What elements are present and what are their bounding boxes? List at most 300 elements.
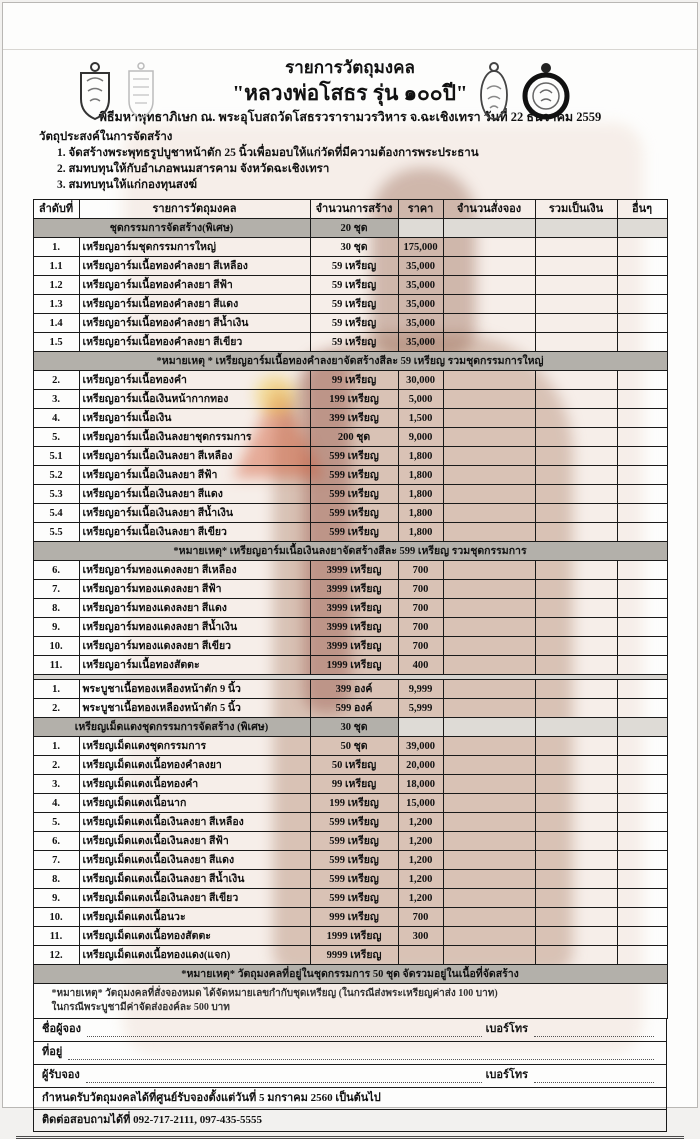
item-qty-cell: 599 เหรียญ [310, 447, 398, 466]
arm-medal-icon [123, 61, 159, 121]
col-header-total: รวมเป็นเงิน [535, 200, 617, 219]
total-amount-cell[interactable] [535, 276, 617, 295]
item-no-cell: 5.2 [33, 466, 79, 485]
item-name-cell: เหรียญเม็ดแตงเนื้อทองแดง(แจก) [79, 946, 310, 965]
total-amount-cell[interactable] [535, 618, 617, 637]
table-row-item [33, 314, 667, 333]
item-name-cell: เหรียญเม็ดแตงเนื้อนวะ [79, 908, 310, 927]
other-cell[interactable] [617, 618, 667, 637]
ceremony-line: พิธีมหาพุทธาภิเษก ณ. พระอุโบสถวัดโสธรวรารามวรวิหาร จ.ฉะเชิงเทรา วันที่ 22 ธันวาคม 2559 [98, 110, 602, 124]
table-row-section [33, 219, 667, 238]
order-qty-cell[interactable] [443, 775, 535, 794]
item-price-cell: 30,000 [398, 371, 443, 390]
item-no-cell: 12. [33, 946, 79, 965]
other-cell[interactable] [617, 314, 667, 333]
item-price-cell: 700 [398, 618, 443, 637]
table-row-item [33, 238, 667, 257]
col-header-index: ลำดับที่ [33, 200, 79, 219]
total-amount-cell[interactable] [535, 409, 617, 428]
item-qty-cell: 199 เหรียญ [310, 794, 398, 813]
item-no-cell: 10. [33, 637, 79, 656]
order-qty-cell[interactable] [443, 314, 535, 333]
order-qty-cell[interactable] [443, 946, 535, 965]
item-name-cell: เหรียญเม็ดแตงเนื้อเงินลงยา สีน้ำเงิน [79, 870, 310, 889]
oval-medal-icon [475, 61, 513, 123]
item-qty-cell: 59 เหรียญ [310, 257, 398, 276]
item-qty-cell: 599 เหรียญ [310, 466, 398, 485]
item-no-cell: 1. [33, 238, 79, 257]
item-price-cell: 1,200 [398, 870, 443, 889]
item-price-cell: 9,000 [398, 428, 443, 447]
item-price-cell: 35,000 [398, 333, 443, 352]
address-row [33, 1042, 667, 1065]
order-qty-cell[interactable] [443, 390, 535, 409]
address-label: ที่อยู่ [42, 1046, 63, 1058]
left-medal-logos [75, 61, 159, 123]
other-cell[interactable] [617, 371, 667, 390]
total-amount-cell[interactable] [535, 832, 617, 851]
order-qty-cell[interactable] [443, 371, 535, 390]
table-row-item [33, 618, 667, 637]
item-price-cell [398, 946, 443, 965]
other-cell[interactable] [617, 699, 667, 718]
item-price-cell: 1,200 [398, 851, 443, 870]
item-qty-cell: 50 เหรียญ [310, 756, 398, 775]
item-no-cell: 8. [33, 870, 79, 889]
col-header-order-qty: จำนวนสั่งจอง [443, 200, 535, 219]
order-qty-cell[interactable] [443, 699, 535, 718]
item-no-cell: 5. [33, 813, 79, 832]
section-empty-cell [398, 219, 443, 238]
item-no-cell: 7. [33, 580, 79, 599]
order-qty-cell[interactable] [443, 832, 535, 851]
order-qty-cell[interactable] [443, 504, 535, 523]
total-amount-cell[interactable] [535, 428, 617, 447]
order-qty-cell[interactable] [443, 851, 535, 870]
item-qty-cell: 59 เหรียญ [310, 276, 398, 295]
item-no-cell: 6. [33, 561, 79, 580]
table-row-item [33, 756, 667, 775]
other-cell[interactable] [617, 775, 667, 794]
item-qty-cell: 399 องค์ [310, 680, 398, 699]
receiver-phone-fill-line[interactable] [534, 1070, 654, 1083]
item-name-cell: เหรียญอาร์มทองแดงลงยา สีเหลือง [79, 561, 310, 580]
section-empty-cell [617, 718, 667, 737]
objective-item: 2. สมทบทุนให้กับอำเภอพนมสารคาม จังหวัดฉะเชิงเทรา [57, 163, 330, 175]
order-qty-cell[interactable] [443, 580, 535, 599]
item-qty-cell: 1999 เหรียญ [310, 927, 398, 946]
total-amount-cell[interactable] [535, 295, 617, 314]
table-row-note [33, 542, 667, 561]
other-cell[interactable] [617, 656, 667, 675]
phone-label: เบอร์โทร [485, 1069, 528, 1081]
scanned-order-form-page [2, 2, 698, 1126]
item-name-cell: เหรียญเม็ดแตงเนื้อทองคำ [79, 775, 310, 794]
item-price-cell: 1,800 [398, 447, 443, 466]
item-price-cell: 300 [398, 927, 443, 946]
total-amount-cell[interactable] [535, 756, 617, 775]
total-amount-cell[interactable] [535, 680, 617, 699]
item-no-cell: 2. [33, 699, 79, 718]
other-cell[interactable] [617, 466, 667, 485]
col-header-other: อื่นๆ [617, 200, 667, 219]
item-no-cell: 1. [33, 737, 79, 756]
note-band-cell: *หมายเหตุ* เหรียญอาร์มเนื้อเงินลงยาจัดสร้างสีละ 599 เหรียญ รวมชุดกรรมการ [33, 542, 667, 561]
col-header-quantity: จำนวนการสร้าง [310, 200, 398, 219]
item-name-cell: เหรียญอาร์มเนื้อทองคำลงยา สีเขียว [79, 333, 310, 352]
order-qty-cell[interactable] [443, 680, 535, 699]
orderer-label: ชื่อผู้จอง [42, 1023, 81, 1035]
objectives-block [39, 129, 697, 193]
order-qty-cell[interactable] [443, 238, 535, 257]
item-name-cell: เหรียญอาร์มเนื้อทองคำลงยา สีแดง [79, 295, 310, 314]
item-no-cell: 3. [33, 390, 79, 409]
item-qty-cell: 3999 เหรียญ [310, 599, 398, 618]
other-cell[interactable] [617, 295, 667, 314]
table-row-item [33, 946, 667, 965]
item-price-cell: 400 [398, 656, 443, 675]
section-empty-cell [535, 219, 617, 238]
table-row-item [33, 699, 667, 718]
item-no-cell: 1.5 [33, 333, 79, 352]
section-empty-cell [443, 718, 535, 737]
orderer-fill-line[interactable] [87, 1024, 482, 1037]
item-qty-cell: 599 เหรียญ [310, 485, 398, 504]
total-amount-cell[interactable] [535, 485, 617, 504]
col-header-item: รายการวัตถุมงคล [79, 200, 310, 219]
other-cell[interactable] [617, 485, 667, 504]
other-cell[interactable] [617, 813, 667, 832]
other-cell[interactable] [617, 756, 667, 775]
total-amount-cell[interactable] [535, 504, 617, 523]
other-cell[interactable] [617, 238, 667, 257]
shipping-note-cell: *หมายเหตุ* วัตถุมงคลที่สั่งจองหมด ได้จัดหมายเลขกำกับชุดเหรียญ (ในกรณีส่งพระเหรียญค่าส่ง 100 บาท) ในกรณีพระบูชามีค่าจัดส่งองค์ละ 500 บาท [33, 984, 667, 1019]
note-band-cell: *หมายเหตุ * เหรียญอาร์มเนื้อทองคำลงยาจัดสร้างสีละ 59 เหรียญ รวมชุดกรรมการใหญ่ [33, 352, 667, 371]
item-qty-cell: 3999 เหรียญ [310, 618, 398, 637]
other-cell[interactable] [617, 428, 667, 447]
other-cell[interactable] [617, 927, 667, 946]
order-qty-cell[interactable] [443, 618, 535, 637]
total-amount-cell[interactable] [535, 908, 617, 927]
col-header-price: ราคา [398, 200, 443, 219]
item-no-cell: 9. [33, 889, 79, 908]
item-qty-cell: 59 เหรียญ [310, 295, 398, 314]
pickup-info-row: กำหนดรับวัตถุมงคลได้ที่ศูนย์รับจองตั้งแต่วันที่ 5 มกราคม 2560 เป็นต้นไป [33, 1088, 667, 1110]
total-amount-cell[interactable] [535, 238, 617, 257]
item-name-cell: เหรียญอาร์มทองแดงลงยา สีฟ้า [79, 580, 310, 599]
receiver-fill-line[interactable] [86, 1070, 482, 1083]
order-qty-cell[interactable] [443, 447, 535, 466]
item-price-cell: 700 [398, 908, 443, 927]
total-amount-cell[interactable] [535, 889, 617, 908]
right-medal-logos [475, 61, 571, 123]
total-amount-cell[interactable] [535, 637, 617, 656]
total-amount-cell[interactable] [535, 257, 617, 276]
item-price-cell: 175,000 [398, 238, 443, 257]
total-amount-cell[interactable] [535, 946, 617, 965]
item-no-cell: 1. [33, 680, 79, 699]
table-row-note [33, 352, 667, 371]
item-qty-cell: 599 เหรียญ [310, 851, 398, 870]
total-amount-cell[interactable] [535, 656, 617, 675]
item-price-cell: 5,999 [398, 699, 443, 718]
other-cell[interactable] [617, 409, 667, 428]
item-name-cell: เหรียญอาร์มเนื้อทองคำ [79, 371, 310, 390]
order-qty-cell[interactable] [443, 409, 535, 428]
table-row-item [33, 390, 667, 409]
order-qty-cell[interactable] [443, 466, 535, 485]
table-row-item [33, 870, 667, 889]
item-name-cell: เหรียญอาร์มเนื้อทองคำลงยา สีฟ้า [79, 276, 310, 295]
order-qty-cell[interactable] [443, 908, 535, 927]
item-qty-cell: 3999 เหรียญ [310, 580, 398, 599]
item-no-cell: 2. [33, 371, 79, 390]
order-qty-cell[interactable] [443, 889, 535, 908]
item-name-cell: เหรียญอาร์มเนื้อเงินลงยา สีน้ำเงิน [79, 504, 310, 523]
item-no-cell: 9. [33, 618, 79, 637]
item-no-cell: 1.4 [33, 314, 79, 333]
item-price-cell: 20,000 [398, 756, 443, 775]
other-cell[interactable] [617, 908, 667, 927]
item-qty-cell: 9999 เหรียญ [310, 946, 398, 965]
item-price-cell: 1,200 [398, 832, 443, 851]
item-qty-cell: 3999 เหรียญ [310, 561, 398, 580]
objectives-title: วัตถุประสงค์ในการจัดสร้าง [39, 131, 173, 143]
total-amount-cell[interactable] [535, 371, 617, 390]
other-cell[interactable] [617, 637, 667, 656]
item-no-cell: 1.2 [33, 276, 79, 295]
other-cell[interactable] [617, 946, 667, 965]
item-name-cell: เหรียญอาร์มเนื้อเงินลงยา สีเขียว [79, 523, 310, 542]
other-cell[interactable] [617, 333, 667, 352]
item-name-cell: เหรียญเม็ดแตงเนื้อเงินลงยา สีฟ้า [79, 832, 310, 851]
item-name-cell: เหรียญอาร์มทองแดงลงยา สีน้ำเงิน [79, 618, 310, 637]
section-label-cell: ชุดกรรมการจัดสร้าง(พิเศษ) [33, 219, 310, 238]
item-no-cell: 4. [33, 794, 79, 813]
order-qty-cell[interactable] [443, 257, 535, 276]
phone-label: เบอร์โทร [485, 1023, 528, 1035]
total-amount-cell[interactable] [535, 927, 617, 946]
item-qty-cell: 99 เหรียญ [310, 371, 398, 390]
other-cell[interactable] [617, 680, 667, 699]
table-row-item [33, 485, 667, 504]
page-title: รายการวัตถุมงคล [285, 58, 415, 77]
order-qty-cell[interactable] [443, 276, 535, 295]
table-row-item [33, 927, 667, 946]
total-amount-cell[interactable] [535, 580, 617, 599]
table-row-item [33, 371, 667, 390]
item-price-cell: 1,800 [398, 504, 443, 523]
other-cell[interactable] [617, 599, 667, 618]
item-price-cell: 700 [398, 561, 443, 580]
other-cell[interactable] [617, 737, 667, 756]
table-row-item [33, 276, 667, 295]
total-amount-cell[interactable] [535, 390, 617, 409]
item-name-cell: เหรียญอาร์มเนื้อเงิน [79, 409, 310, 428]
item-name-cell: เหรียญเม็ดแตงเนื้อเงินลงยา สีแดง [79, 851, 310, 870]
other-cell[interactable] [617, 580, 667, 599]
item-no-cell: 10. [33, 908, 79, 927]
item-name-cell: เหรียญเม็ดแตงเนื้อนาก [79, 794, 310, 813]
item-no-cell: 5.4 [33, 504, 79, 523]
other-cell[interactable] [617, 276, 667, 295]
item-no-cell: 2. [33, 756, 79, 775]
item-price-cell: 18,000 [398, 775, 443, 794]
table-row-item [33, 813, 667, 832]
item-no-cell: 6. [33, 832, 79, 851]
table-row-item [33, 832, 667, 851]
table-row-item [33, 851, 667, 870]
item-price-cell: 1,800 [398, 523, 443, 542]
item-qty-cell: 99 เหรียญ [310, 775, 398, 794]
order-qty-cell[interactable] [443, 737, 535, 756]
other-cell[interactable] [617, 561, 667, 580]
order-qty-cell[interactable] [443, 295, 535, 314]
item-qty-cell: 599 องค์ [310, 699, 398, 718]
total-amount-cell[interactable] [535, 813, 617, 832]
table-row-item [33, 889, 667, 908]
total-amount-cell[interactable] [535, 794, 617, 813]
order-qty-cell[interactable] [443, 428, 535, 447]
item-name-cell: เหรียญเม็ดแตงชุดกรรมการ [79, 737, 310, 756]
other-cell[interactable] [617, 832, 667, 851]
round-medal-icon [521, 61, 571, 123]
item-name-cell: พระบูชาเนื้อทองเหลืองหน้าตัก 5 นิ้ว [79, 699, 310, 718]
total-amount-cell[interactable] [535, 333, 617, 352]
table-row-item [33, 257, 667, 276]
order-qty-cell[interactable] [443, 870, 535, 889]
other-cell[interactable] [617, 851, 667, 870]
item-no-cell: 5. [33, 428, 79, 447]
item-qty-cell: 599 เหรียญ [310, 870, 398, 889]
item-qty-cell: 599 เหรียญ [310, 523, 398, 542]
section-label-cell: เหรียญเม็ดแตงชุดกรรมการจัดสร้าง (พิเศษ) [33, 718, 310, 737]
item-name-cell: เหรียญอาร์มเนื้อเงินหน้ากากทอง [79, 390, 310, 409]
other-cell[interactable] [617, 870, 667, 889]
table-row-item [33, 295, 667, 314]
item-no-cell: 5.3 [33, 485, 79, 504]
item-price-cell: 35,000 [398, 276, 443, 295]
item-price-cell: 9,999 [398, 680, 443, 699]
order-qty-cell[interactable] [443, 333, 535, 352]
address-fill-line[interactable] [68, 1047, 654, 1060]
item-price-cell: 15,000 [398, 794, 443, 813]
order-qty-cell[interactable] [443, 523, 535, 542]
orderer-phone-fill-line[interactable] [534, 1024, 654, 1037]
item-no-cell: 5.1 [33, 447, 79, 466]
order-qty-cell[interactable] [443, 656, 535, 675]
section-empty-cell [398, 718, 443, 737]
other-cell[interactable] [617, 390, 667, 409]
table-row-item [33, 656, 667, 675]
total-amount-cell[interactable] [535, 561, 617, 580]
item-name-cell: เหรียญอาร์มเนื้อเงินลงยา สีเหลือง [79, 447, 310, 466]
item-no-cell: 5.5 [33, 523, 79, 542]
total-amount-cell[interactable] [535, 775, 617, 794]
item-price-cell: 35,000 [398, 295, 443, 314]
item-price-cell: 39,000 [398, 737, 443, 756]
item-price-cell: 700 [398, 599, 443, 618]
order-qty-cell[interactable] [443, 561, 535, 580]
total-amount-cell[interactable] [535, 466, 617, 485]
item-no-cell: 8. [33, 599, 79, 618]
item-name-cell: เหรียญอาร์มเนื้อทองคำลงยา สีน้ำเงิน [79, 314, 310, 333]
table-row-item [33, 794, 667, 813]
item-no-cell: 11. [33, 656, 79, 675]
total-amount-cell[interactable] [535, 314, 617, 333]
item-no-cell: 11. [33, 927, 79, 946]
total-amount-cell[interactable] [535, 851, 617, 870]
other-cell[interactable] [617, 504, 667, 523]
order-qty-cell[interactable] [443, 637, 535, 656]
item-name-cell: เหรียญอาร์มเนื้อทองสัตตะ [79, 656, 310, 675]
item-price-cell: 5,000 [398, 390, 443, 409]
item-qty-cell: 599 เหรียญ [310, 504, 398, 523]
item-qty-cell: 59 เหรียญ [310, 314, 398, 333]
total-amount-cell[interactable] [535, 599, 617, 618]
order-qty-cell[interactable] [443, 756, 535, 775]
item-name-cell: เหรียญอาร์มเนื้อเงินลงยาชุดกรรมการ [79, 428, 310, 447]
order-qty-cell[interactable] [443, 813, 535, 832]
section-empty-cell [443, 219, 535, 238]
table-header-row [33, 200, 667, 219]
objective-item: 1. จัดสร้างพระพุทธรูปบูชาหน้าตัก 25 นิ้วเพื่อมอบให้แก่วัดที่มีความต้องการพระประธาน [57, 147, 479, 159]
item-qty-cell: 200 ชุด [310, 428, 398, 447]
order-qty-cell[interactable] [443, 794, 535, 813]
item-price-cell: 1,500 [398, 409, 443, 428]
table-row-item [33, 580, 667, 599]
shield-medal-icon [75, 61, 115, 123]
item-name-cell: เหรียญเม็ดแตงเนื้อเงินลงยา สีเขียว [79, 889, 310, 908]
item-qty-cell: 1999 เหรียญ [310, 656, 398, 675]
other-cell[interactable] [617, 794, 667, 813]
section-qty-cell: 20 ชุด [310, 219, 398, 238]
item-price-cell: 1,800 [398, 485, 443, 504]
table-row-item [33, 504, 667, 523]
objective-item: 3. สมทบทุนให้แก่กองทุนสงฆ์ [57, 179, 198, 191]
total-amount-cell[interactable] [535, 870, 617, 889]
other-cell[interactable] [617, 447, 667, 466]
amulet-order-table [33, 199, 668, 1019]
order-qty-cell[interactable] [443, 485, 535, 504]
order-qty-cell[interactable] [443, 599, 535, 618]
total-amount-cell[interactable] [535, 523, 617, 542]
order-qty-cell[interactable] [443, 927, 535, 946]
total-amount-cell[interactable] [535, 737, 617, 756]
orderer-row [33, 1019, 667, 1042]
item-no-cell: 1.1 [33, 257, 79, 276]
order-form-footer [33, 1019, 667, 1132]
table-row-item [33, 775, 667, 794]
item-name-cell: เหรียญเม็ดแตงเนื้อทองสัตตะ [79, 927, 310, 946]
other-cell[interactable] [617, 257, 667, 276]
total-amount-cell[interactable] [535, 447, 617, 466]
edition-title: "หลวงพ่อโสธร รุ่น ๑๐๐ปี" [232, 81, 468, 105]
table-row-item [33, 680, 667, 699]
item-name-cell: เหรียญเม็ดแตงเนื้อเงินลงยา สีเหลือง [79, 813, 310, 832]
other-cell[interactable] [617, 889, 667, 908]
table-row-note [33, 965, 667, 984]
item-price-cell: 35,000 [398, 257, 443, 276]
total-amount-cell[interactable] [535, 699, 617, 718]
table-row-item [33, 908, 667, 927]
item-qty-cell: 3999 เหรียญ [310, 637, 398, 656]
item-qty-cell: 599 เหรียญ [310, 889, 398, 908]
item-price-cell: 1,200 [398, 889, 443, 908]
section-qty-cell: 30 ชุด [310, 718, 398, 737]
item-qty-cell: 599 เหรียญ [310, 813, 398, 832]
other-cell[interactable] [617, 523, 667, 542]
